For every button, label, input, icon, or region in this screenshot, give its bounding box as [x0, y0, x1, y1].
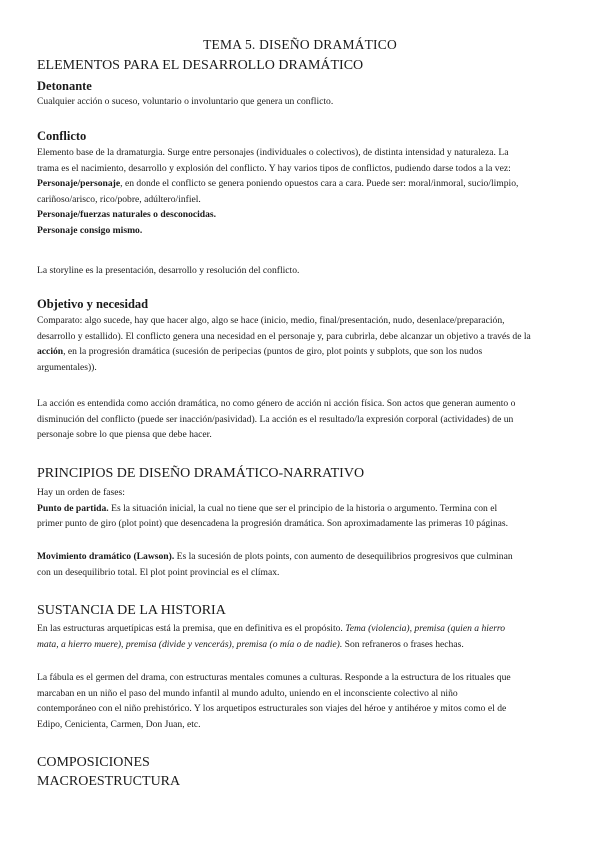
text-line: [37, 207, 567, 223]
bold-term: Movimiento dramático (Lawson).: [37, 551, 175, 562]
text-line: [37, 344, 567, 360]
text-line: [37, 501, 567, 517]
paragraph-fabula: [37, 670, 567, 732]
section-heading-principios: PRINCIPIOS DE DISEÑO DRAMÁTICO-NARRATIVO: [37, 466, 365, 481]
subheading-objetivo: Objetivo y necesidad: [37, 297, 149, 311]
text-line: personaje sobre lo que piensa que debe hacer.: [37, 429, 212, 441]
text-line: con un desequilibrio total. El plot point provincial es el clímax.: [37, 566, 280, 578]
text-line: primer punto de giro (plot point) que desencadena la progresión dramática. Son aproximadamente las primeras 10 páginas.: [37, 518, 509, 530]
paragraph-accion: [37, 396, 567, 443]
paragraph-detonante: [37, 94, 567, 110]
text-run: , en la progresión dramática (sucesión de peripecias (puntos de giro, plot points y subplots, que son los nudos: [63, 346, 483, 358]
document-title: TEMA 5. DISEÑO DRAMÁTICO: [203, 37, 397, 52]
section-heading-elementos: ELEMENTOS PARA EL DESARROLLO DRAMÁTICO: [37, 58, 364, 73]
bold-term: Punto de partida.: [37, 502, 109, 514]
paragraph-storyline: [37, 263, 567, 279]
bold-term: Personaje/personaje: [37, 178, 121, 190]
paragraph-conflicto: [37, 145, 567, 239]
text-run: Es la sucesión de plots points, con aumento de desequilibrios progresivos que culminan: [174, 551, 513, 562]
text-line: [37, 637, 567, 653]
subheading-macroestructura: MACROESTRUCTURA: [37, 774, 181, 789]
text-run: Son refraneros o frases hechas.: [342, 638, 464, 650]
text-line: La acción es entendida como acción dramática, no como género de acción ni acción física. Son actos que generan aumento o: [37, 398, 516, 409]
italic-run: Tema (violencia), premisa (quien a hierro: [345, 623, 506, 634]
paragraph-fases: [37, 485, 567, 532]
subheading-conflicto: Conflicto: [37, 129, 87, 143]
section-heading-composiciones: COMPOSICIONES: [37, 755, 150, 770]
text-run: Es la situación inicial, la cual no tiene que ser el principio de la historia o argumento. Termina con el: [108, 502, 498, 514]
italic-run: mata, a hierro muere), premisa (divide y vencerás), premisa (o mía o de nadie).: [37, 638, 343, 650]
text-line: cariñoso/arisco, rico/pobre, adúltero/infiel.: [37, 193, 201, 205]
paragraph-objetivo: [37, 313, 567, 375]
text-line: argumentales)).: [37, 361, 97, 373]
text-line: marcaban en un niño el paso del mundo infantil al mundo adulto, uniendo en el inconsciente colectivo al niño: [37, 687, 458, 699]
subheading-detonante: Detonante: [37, 79, 92, 93]
section-heading-sustancia: SUSTANCIA DE LA HISTORIA: [37, 603, 226, 618]
bold-term: Personaje/fuerzas naturales o desconocidas.: [37, 209, 217, 221]
text-line: Edipo, Cenicienta, Carmen, Don Juan, etc.: [37, 718, 201, 730]
text-line: [37, 621, 567, 637]
text-line: Comparato: algo sucede, hay que hacer algo, algo se hace (inicio, medio, final/presentación, nudo, desenlace/preparación,: [37, 315, 505, 326]
text-line: [37, 176, 567, 192]
text-run: , en donde el conflicto se genera poniendo opuestos cara a cara. Puede ser: moral/inmoral, sucio/limpio,: [120, 178, 519, 190]
text-line: desarrollo y estallido). El conflicto genera una necesidad en el personaje y, para cubrirla, debe alcanzar un objetivo a través de la: [37, 330, 531, 342]
text-line: disminución del conflicto (puede ser inacción/pasividad). La acción es el resultado/la expresión corporal (actividades) de un: [37, 413, 514, 425]
text-line: La storyline es la presentación, desarrollo y resolución del conflicto.: [37, 265, 300, 276]
text-run: En las estructuras arquetípicas está la premisa, que en definitiva es el propósito.: [37, 623, 346, 634]
paragraph-premisa: [37, 621, 567, 652]
text-line: trama es el nacimiento, desarrollo y explosión del conflicto. Y hay varios tipos de conflictos, pudiendo darse todos a la vez:: [37, 162, 511, 174]
paragraph-movimiento: [37, 549, 567, 580]
text-line: Cualquier acción o suceso, voluntario o involuntario que genera un conflicto.: [37, 96, 334, 107]
bold-term: Personaje consigo mismo.: [37, 224, 143, 236]
text-line: La fábula es el germen del drama, con estructuras mentales comunes a culturas. Responde a la estructura de los rituales que: [37, 672, 511, 683]
text-line: contemporáneo con el niño prehistórico. Y los arquetipos estructurales son viajes del héroe y antihéroe y mitos como el de: [37, 703, 507, 715]
text-line: Hay un orden de fases:: [37, 487, 125, 498]
text-line: Elemento base de la dramaturgia. Surge entre personajes (individuales o colectivos), de distinta intensidad y naturaleza. La: [37, 147, 509, 158]
text-line: [37, 549, 567, 565]
text-line: [37, 223, 567, 239]
bold-term: acción: [37, 346, 64, 358]
